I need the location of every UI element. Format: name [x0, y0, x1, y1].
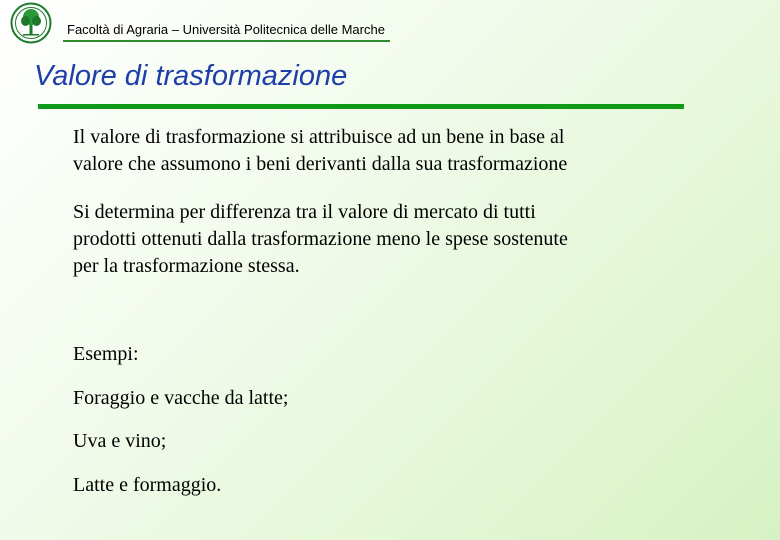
institution-header: Facoltà di Agraria – Università Politecnica delle Marche — [67, 22, 385, 37]
definition-paragraph — [73, 124, 713, 178]
title-divider — [38, 104, 684, 109]
university-seal-icon — [10, 2, 52, 44]
text-line: per la trasformazione stessa. — [73, 255, 300, 277]
examples-heading: Esempi: — [73, 343, 139, 365]
text-line: Il valore di trasformazione si attribuisce ad un bene in base al — [73, 126, 565, 148]
method-paragraph — [73, 199, 713, 280]
header-divider — [63, 40, 390, 42]
example-item: Foraggio e vacche da latte; — [73, 387, 289, 409]
text-line: Si determina per differenza tra il valore di mercato di tutti — [73, 201, 536, 223]
example-item: Latte e formaggio. — [73, 474, 222, 496]
slide-title: Valore di trasformazione — [34, 60, 348, 92]
text-line: prodotti ottenuti dalla trasformazione meno le spese sostenute — [73, 228, 568, 250]
example-item: Uva e vino; — [73, 430, 167, 452]
text-line: valore che assumono i beni derivanti dalla sua trasformazione — [73, 153, 568, 175]
